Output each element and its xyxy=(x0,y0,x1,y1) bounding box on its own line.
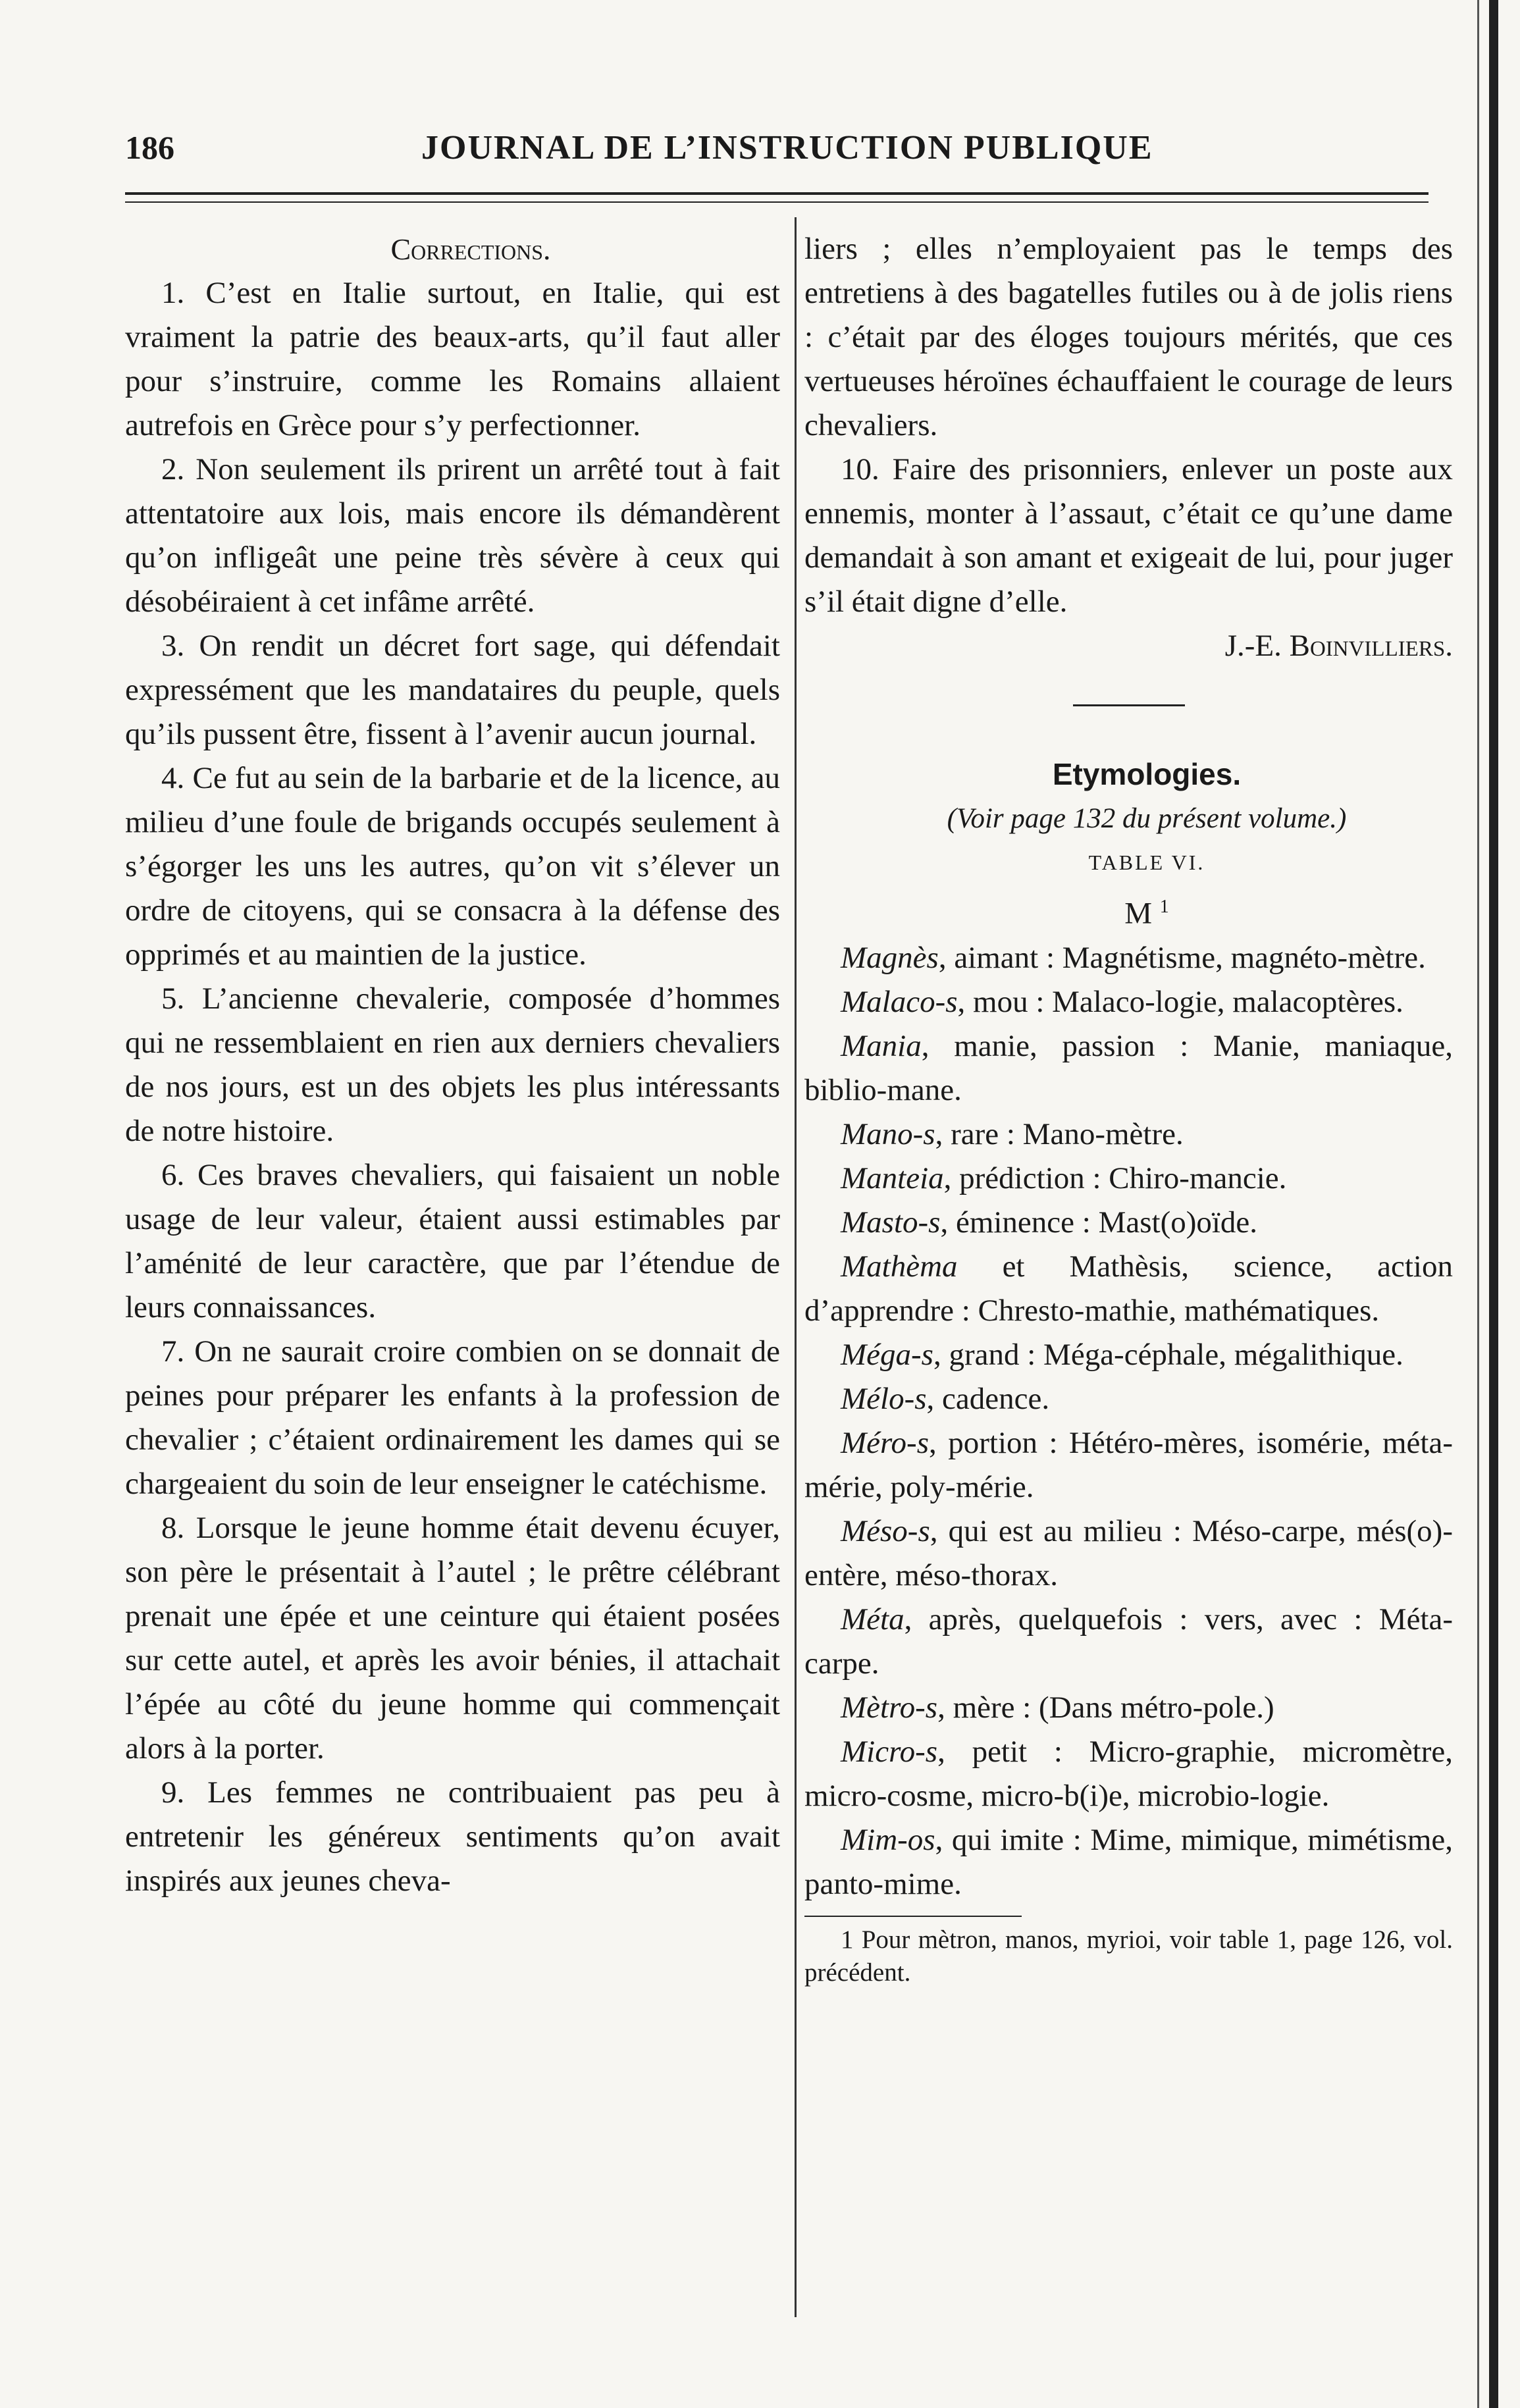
entry-malacos xyxy=(804,980,1453,1024)
entry-text: , grand : Méga-céphale, mégalithique. xyxy=(933,1337,1403,1372)
entry-text: , aimant : Magnétisme, magnéto-mètre. xyxy=(938,940,1426,975)
paragraph-2: 2. Non seulement ils prirent un arrêté tout à fait attentatoire aux lois, mais encore ils démandèrent qu’on infligeât une peine très sévère à ceux qui désobéiraient à cet infâme arrêté. xyxy=(125,452,780,619)
footnote-marker: 1 xyxy=(1159,897,1169,917)
entry-term: Mélo-s xyxy=(841,1381,927,1416)
entry-text: , après, quelquefois : vers, avec : Méta-carpe. xyxy=(804,1602,1453,1681)
entry-megas xyxy=(804,1333,1453,1377)
entry-text: , éminence : Mast(o)oïde. xyxy=(940,1205,1258,1240)
letter-m: M xyxy=(1124,896,1153,931)
entry-term: Magnès xyxy=(841,940,939,975)
paragraph-4: 4. Ce fut au sein de la barbarie et de la licence, au milieu d’une foule de brigands occupés seulement à s’égorger les uns les autres, qu’on vit s’élever un ordre de citoyens, qui se consacra à la défense des opprimés et au maintien de la justice. xyxy=(125,761,780,972)
paragraph-9: 9. Les femmes ne contribuaient pas peu à entretenir les généreux sentiments qu’on avait inspirés aux jeunes cheva- xyxy=(125,1775,780,1898)
entry-text: , cadence. xyxy=(926,1381,1050,1416)
entry-magnes xyxy=(804,936,1453,980)
column-divider xyxy=(795,217,797,2317)
entry-text: , qui est au milieu : Méso-carpe, més(o)-entère, méso-thorax. xyxy=(804,1513,1453,1592)
running-title: JOURNAL DE L’INSTRUCTION PUBLIQUE xyxy=(421,129,1153,167)
entry-term: Micro-s xyxy=(841,1734,938,1769)
entry-manos xyxy=(804,1112,1453,1157)
paragraph-10: 10. Faire des prisonniers, enlever un poste aux ennemis, monter à l’assaut, c’était ce qu’une dame demandait à son amant et exigeait de lui, pour juger s’il était digne d’elle. xyxy=(804,452,1453,619)
entry-text: , rare : Mano-mètre. xyxy=(935,1116,1184,1151)
entry-term: Méro-s xyxy=(841,1425,930,1460)
etymologies-reference: (Voir page 132 du présent volume.) xyxy=(947,803,1347,834)
entry-text: , petit : Micro-graphie, micromètre, micro-cosme, micro-b(i)e, microbio-logie. xyxy=(804,1734,1453,1813)
page-edge-line xyxy=(1477,0,1479,2408)
entry-text: , manie, passion : Manie, maniaque, biblio-mane. xyxy=(804,1028,1453,1107)
entry-term: Mania xyxy=(841,1028,922,1063)
entry-text: et Mathèsis, science, action d’apprendre : Chresto-mathie, mathématiques. xyxy=(804,1249,1453,1328)
page-header xyxy=(125,128,1415,174)
entry-term: Mim-os xyxy=(841,1822,935,1857)
paragraph-6: 6. Ces braves chevaliers, qui faisaient un noble usage de leur valeur, étaient aussi estimables par l’aménité de leur caractère, que par l’étendue de leurs connaissances. xyxy=(125,1158,780,1324)
header-rule xyxy=(125,192,1428,195)
entry-term: Mano-s xyxy=(841,1116,935,1151)
header-rule-thin xyxy=(125,201,1428,203)
paragraph-3: 3. On rendit un décret fort sage, qui défendait expressément que les mandataires du peuple, quels qu’ils pussent être, fissent à l’avenir aucun journal. xyxy=(125,629,780,751)
entry-term: Mètro-s xyxy=(841,1690,938,1725)
entry-melos xyxy=(804,1377,1453,1421)
entry-text: , portion : Hétéro-mères, isomérie, méta-mérie, poly-mérie. xyxy=(804,1425,1453,1504)
entry-meros xyxy=(804,1421,1453,1509)
entry-term: Malaco-s xyxy=(841,984,958,1019)
entry-mathema xyxy=(804,1245,1453,1333)
page-edge-shadow xyxy=(1489,0,1498,2408)
paragraph-9-continued: liers ; elles n’employaient pas le temps des entretiens à des bagatelles futiles ou à de jolis riens : c’était par des éloges toujours mérités, que ces vertueuses héroïnes échauffaient le courage de leurs chevaliers. xyxy=(804,232,1453,442)
entry-mesos xyxy=(804,1509,1453,1598)
corrections-heading: Corrections. xyxy=(390,232,551,266)
entry-micros xyxy=(804,1730,1453,1818)
table-title: TABLE VI. xyxy=(1088,851,1205,874)
entry-term: Méta xyxy=(841,1602,904,1636)
entry-term: Manteia xyxy=(841,1161,944,1195)
entry-text: , mère : (Dans métro-pole.) xyxy=(937,1690,1274,1725)
entry-mania xyxy=(804,1024,1453,1112)
page-number: 186 xyxy=(125,129,174,166)
etymologies-title: Etymologies. xyxy=(1052,757,1242,791)
entry-term: Méso-s xyxy=(841,1513,930,1548)
entry-term: Mathèma xyxy=(841,1249,958,1284)
entry-term: Masto-s xyxy=(841,1205,941,1240)
entry-text: , prédiction : Chiro-mancie. xyxy=(943,1161,1287,1195)
section-separator xyxy=(1073,704,1185,706)
footnote-rule xyxy=(804,1916,1022,1917)
entry-text: , mou : Malaco-logie, malacoptères. xyxy=(957,984,1403,1019)
entry-mastos xyxy=(804,1201,1453,1245)
right-column xyxy=(804,227,1453,1989)
entry-meta xyxy=(804,1598,1453,1686)
section-letter xyxy=(804,885,1453,936)
paragraph-7: 7. On ne saurait croire combien on se donnait de peines pour préparer les enfants à la profession de chevalier ; c’étaient ordinairement les dames qui se chargeaient du soin de leur enseigner le catéchisme. xyxy=(125,1334,780,1501)
paragraph-8: 8. Lorsque le jeune homme était devenu écuyer, son père le présentait à l’autel ; le prêtre célébrant prenait une épée et une ceinture qui étaient posées sur cette autel, et après les avoir bénies, il attachait l’épée au côté du jeune homme qui commençait alors à la porter. xyxy=(125,1511,780,1766)
entry-mimos xyxy=(804,1818,1453,1906)
paragraph-5: 5. L’ancienne chevalerie, composée d’hommes qui ne ressemblaient en rien aux derniers chevaliers de nos jours, est un des objets les plus intéressants de notre histoire. xyxy=(125,982,780,1148)
entry-metros xyxy=(804,1686,1453,1730)
author-signature: J.-E. Boinvilliers. xyxy=(1224,629,1453,663)
paragraph-1: 1. C’est en Italie surtout, en Italie, qui est vraiment la patrie des beaux-arts, qu’il faut aller pour s’instruire, comme les Romains allaient autrefois en Grèce pour s’y perfectionner. xyxy=(125,276,780,442)
entry-manteia xyxy=(804,1157,1453,1201)
footnote: 1 Pour mètron, manos, myrioi, voir table 1, page 126, vol. précédent. xyxy=(804,1925,1453,1987)
left-column xyxy=(125,227,780,1903)
entry-term: Méga-s xyxy=(841,1337,933,1372)
entry-text: , qui imite : Mime, mimique, mimétisme, panto-mime. xyxy=(804,1822,1453,1901)
